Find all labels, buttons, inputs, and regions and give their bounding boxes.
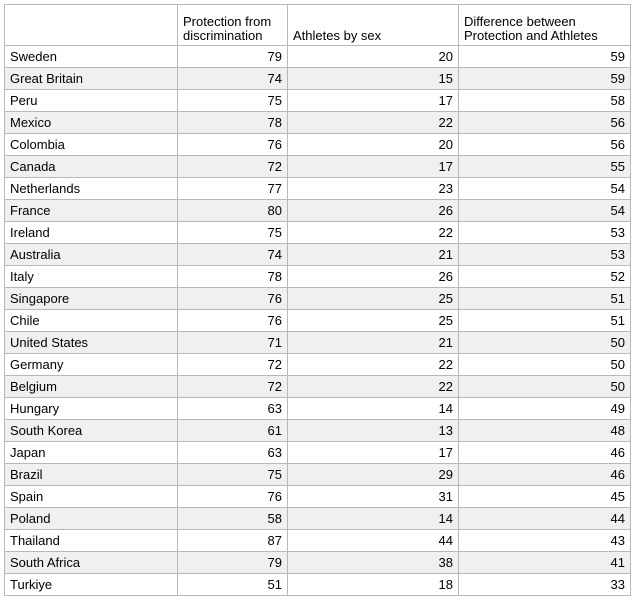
cell-athletes: 38	[288, 552, 459, 574]
cell-athletes: 29	[288, 464, 459, 486]
cell-athletes: 20	[288, 134, 459, 156]
table-row	[5, 354, 631, 376]
cell-protection: 72	[178, 354, 288, 376]
cell-difference: 50	[459, 332, 631, 354]
cell-protection: 58	[178, 508, 288, 530]
cell-country: Sweden	[5, 46, 178, 68]
table-row	[5, 574, 631, 596]
cell-difference: 43	[459, 530, 631, 552]
cell-athletes: 15	[288, 68, 459, 90]
table-row	[5, 178, 631, 200]
table-row	[5, 266, 631, 288]
cell-athletes: 17	[288, 156, 459, 178]
cell-difference: 54	[459, 178, 631, 200]
cell-difference: 56	[459, 112, 631, 134]
cell-protection: 74	[178, 68, 288, 90]
cell-country: South Africa	[5, 552, 178, 574]
table-body	[5, 46, 631, 596]
cell-country: Thailand	[5, 530, 178, 552]
cell-country: Spain	[5, 486, 178, 508]
cell-difference: 44	[459, 508, 631, 530]
table-row	[5, 288, 631, 310]
cell-athletes: 14	[288, 508, 459, 530]
cell-difference: 56	[459, 134, 631, 156]
table-row	[5, 332, 631, 354]
cell-protection: 87	[178, 530, 288, 552]
cell-protection: 61	[178, 420, 288, 442]
cell-country: Chile	[5, 310, 178, 332]
cell-protection: 76	[178, 134, 288, 156]
cell-country: Germany	[5, 354, 178, 376]
cell-country: Netherlands	[5, 178, 178, 200]
table-row	[5, 376, 631, 398]
cell-protection: 72	[178, 156, 288, 178]
cell-difference: 45	[459, 486, 631, 508]
table-row	[5, 200, 631, 222]
cell-difference: 59	[459, 68, 631, 90]
cell-athletes: 20	[288, 46, 459, 68]
cell-protection: 63	[178, 398, 288, 420]
table-row	[5, 508, 631, 530]
table-row	[5, 310, 631, 332]
table-row	[5, 530, 631, 552]
cell-country: Australia	[5, 244, 178, 266]
cell-difference: 53	[459, 244, 631, 266]
cell-athletes: 21	[288, 244, 459, 266]
cell-difference: 46	[459, 464, 631, 486]
table-row	[5, 68, 631, 90]
table-row	[5, 464, 631, 486]
cell-country: Brazil	[5, 464, 178, 486]
table-row	[5, 420, 631, 442]
cell-protection: 76	[178, 288, 288, 310]
cell-country: Great Britain	[5, 68, 178, 90]
table-row	[5, 134, 631, 156]
cell-country: Belgium	[5, 376, 178, 398]
cell-athletes: 17	[288, 90, 459, 112]
cell-country: Italy	[5, 266, 178, 288]
cell-athletes: 26	[288, 200, 459, 222]
cell-difference: 55	[459, 156, 631, 178]
table-row	[5, 398, 631, 420]
table-row	[5, 112, 631, 134]
cell-country: Canada	[5, 156, 178, 178]
header-athletes: Athletes by sex	[288, 5, 459, 46]
cell-difference: 51	[459, 310, 631, 332]
table-row	[5, 244, 631, 266]
cell-protection: 75	[178, 90, 288, 112]
cell-difference: 33	[459, 574, 631, 596]
cell-country: Hungary	[5, 398, 178, 420]
cell-country: Poland	[5, 508, 178, 530]
cell-protection: 79	[178, 552, 288, 574]
cell-country: Peru	[5, 90, 178, 112]
data-table	[4, 4, 631, 596]
table-row	[5, 222, 631, 244]
cell-protection: 78	[178, 112, 288, 134]
cell-country: Ireland	[5, 222, 178, 244]
cell-country: France	[5, 200, 178, 222]
cell-protection: 79	[178, 46, 288, 68]
table-row	[5, 486, 631, 508]
table-header	[5, 5, 631, 46]
cell-country: Colombia	[5, 134, 178, 156]
cell-country: South Korea	[5, 420, 178, 442]
cell-athletes: 21	[288, 332, 459, 354]
cell-protection: 77	[178, 178, 288, 200]
table-row	[5, 90, 631, 112]
header-country	[5, 5, 178, 46]
cell-protection: 51	[178, 574, 288, 596]
table-row	[5, 442, 631, 464]
cell-athletes: 25	[288, 310, 459, 332]
cell-difference: 58	[459, 90, 631, 112]
cell-country: Mexico	[5, 112, 178, 134]
cell-athletes: 17	[288, 442, 459, 464]
cell-athletes: 22	[288, 376, 459, 398]
header-difference: Difference between Protection and Athletes	[459, 5, 631, 46]
cell-difference: 53	[459, 222, 631, 244]
cell-difference: 52	[459, 266, 631, 288]
cell-difference: 59	[459, 46, 631, 68]
cell-protection: 75	[178, 222, 288, 244]
cell-athletes: 18	[288, 574, 459, 596]
cell-athletes: 23	[288, 178, 459, 200]
table-row	[5, 552, 631, 574]
cell-difference: 50	[459, 354, 631, 376]
cell-athletes: 22	[288, 112, 459, 134]
cell-difference: 50	[459, 376, 631, 398]
table-row	[5, 46, 631, 68]
cell-difference: 48	[459, 420, 631, 442]
cell-country: Singapore	[5, 288, 178, 310]
cell-difference: 49	[459, 398, 631, 420]
cell-country: Turkiye	[5, 574, 178, 596]
cell-athletes: 22	[288, 354, 459, 376]
cell-protection: 74	[178, 244, 288, 266]
cell-difference: 41	[459, 552, 631, 574]
cell-protection: 80	[178, 200, 288, 222]
cell-protection: 63	[178, 442, 288, 464]
cell-athletes: 26	[288, 266, 459, 288]
cell-difference: 54	[459, 200, 631, 222]
cell-athletes: 44	[288, 530, 459, 552]
cell-protection: 72	[178, 376, 288, 398]
cell-athletes: 13	[288, 420, 459, 442]
cell-protection: 76	[178, 486, 288, 508]
cell-protection: 78	[178, 266, 288, 288]
cell-protection: 71	[178, 332, 288, 354]
cell-athletes: 14	[288, 398, 459, 420]
cell-athletes: 25	[288, 288, 459, 310]
cell-difference: 46	[459, 442, 631, 464]
cell-country: United States	[5, 332, 178, 354]
cell-country: Japan	[5, 442, 178, 464]
cell-difference: 51	[459, 288, 631, 310]
table-row	[5, 156, 631, 178]
header-row	[5, 5, 631, 46]
cell-athletes: 31	[288, 486, 459, 508]
cell-athletes: 22	[288, 222, 459, 244]
cell-protection: 75	[178, 464, 288, 486]
header-protection: Protection from discrimination	[178, 5, 288, 46]
cell-protection: 76	[178, 310, 288, 332]
